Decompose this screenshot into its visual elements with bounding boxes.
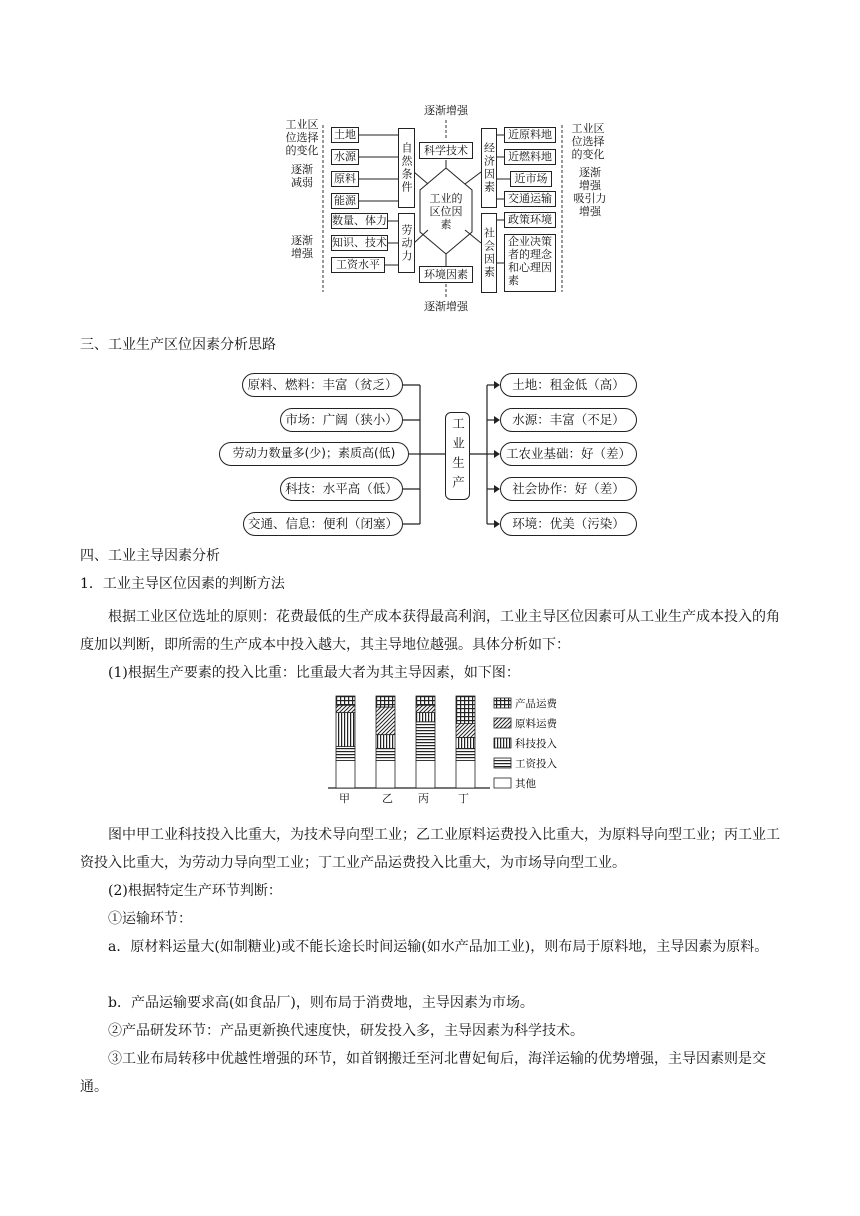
social-label: 社会因素 (481, 213, 497, 293)
left-weaken-label: 逐渐 减弱 (291, 163, 313, 189)
paragraph-principle: 根据工业区位选址的原则：花费最低的生产成本获得最高利润，工业主导区位因素可从工业生产成本投入的角度加以判断，即所需的生产成本中投入越大，其主导地位越强。具体分析如下： (80, 609, 780, 653)
center-industrial-production: 工业生产 (445, 412, 470, 500)
bar-3-segment-4 (456, 696, 475, 724)
legend-label-1: 原料运费 (515, 718, 557, 730)
right-change-title: 工业区 位选择 的变化 (571, 122, 605, 161)
bar-1-segment-0 (376, 760, 395, 788)
paragraph-raw-material: a．原材料运量大(如制糖业)或不能长途长时间运输(如水产品加工业)，则布局于原料地，主导因素为原料。 (108, 939, 769, 955)
natural-item-water: 水源 (331, 149, 359, 165)
chart-xtick-3: 丁 (458, 792, 469, 805)
legend-swatch-1 (494, 718, 511, 728)
paragraph-rnd-stage: ②产品研发环节：产品更新换代速度快，研发投入多，主导因素为科学技术。 (108, 1023, 584, 1039)
natural-item-raw: 原料 (331, 171, 359, 187)
left-factor-transport: 交通、信息：便利（闭塞） (243, 512, 403, 536)
bar-3-segment-3 (456, 724, 475, 738)
right-factor-cooperation: 社会协作：好（差） (500, 477, 637, 501)
left-factor-market: 市场：广阔（狭小） (280, 408, 403, 432)
bar-0-segment-2 (336, 713, 355, 747)
legend-label-0: 产品运费 (515, 698, 557, 710)
bar-0-segment-4 (336, 696, 355, 705)
bar-0-segment-0 (336, 760, 355, 788)
paragraph-chart-explanation: 图中甲工业科技投入比重大，为技术导向型工业；乙工业原料运费投入比重大，为原料导向型工业；丙工业工资投入比重大，为劳动力导向型工业；丁工业产品运费投入比重大，为市场导向型工业。 (80, 827, 780, 871)
legend-swatch-2 (494, 738, 511, 748)
labor-item-wage: 工资水平 (331, 257, 385, 273)
legend-swatch-3 (494, 758, 511, 768)
right-factor-water: 水源：丰富（不足） (500, 408, 637, 432)
bar-2-segment-1 (416, 722, 435, 761)
economic-item-transport: 交通运输 (504, 191, 556, 207)
bar-1-segment-1 (376, 748, 395, 760)
natural-item-energy: 能源 (331, 193, 359, 209)
industrial-production-factors-diagram (0, 360, 860, 540)
social-item-policy: 政策环境 (504, 212, 556, 228)
bar-1-segment-3 (376, 707, 395, 735)
top-increase-label: 逐渐增强 (424, 104, 468, 117)
cost-structure-chart (320, 688, 560, 806)
economic-label: 经济因素 (481, 128, 497, 208)
right-factor-land: 土地：租金低（高） (500, 373, 637, 397)
paragraph-transport-stage: ①运输环节： (108, 911, 192, 927)
right-factor-environment: 环境：优美（污染） (500, 512, 637, 536)
legend-label-4: 其他 (515, 778, 536, 790)
bar-2-segment-4 (416, 696, 435, 705)
bottom-increase-label: 逐渐增强 (424, 300, 468, 313)
legend-swatch-4 (494, 778, 511, 788)
paragraph-product-transport: b．产品运输要求高(如食品厂)，则布局于消费地，主导因素为市场。 (108, 995, 534, 1011)
bar-1-segment-2 (376, 735, 395, 749)
legend-swatch-0 (494, 698, 511, 708)
section3-title: 三、工业生产区位因素分析思路 (80, 337, 276, 353)
bar-3-segment-2 (456, 737, 475, 748)
labor-label: 劳动力 (398, 213, 415, 273)
left-strengthen-label: 逐渐 增强 (291, 234, 313, 260)
environment-box: 环境因素 (419, 266, 473, 283)
chart-xtick-0: 甲 (339, 792, 350, 805)
bar-0-segment-3 (336, 705, 355, 712)
legend-label-3: 工资投入 (515, 758, 557, 770)
section4-title: 四、工业主导因素分析 (80, 548, 220, 564)
bar-0-segment-1 (336, 747, 355, 761)
right-strengthen-label: 逐渐 增强 吸引力 增强 (573, 166, 607, 218)
bar-3-segment-1 (456, 748, 475, 760)
paragraph-relocation: ③工业布局转移中优越性增强的环节，如首钢搬迁至河北曹妃甸后，海洋运输的优势增强，主导因素则是交通。 (80, 1051, 766, 1095)
natural-conditions-label: 自然条件 (398, 128, 415, 208)
industrial-location-diagram (0, 0, 860, 320)
left-factor-raw-fuel: 原料、燃料：丰富（贫乏） (242, 373, 403, 397)
diagram2-lines (0, 360, 860, 540)
economic-item-fuel: 近燃料地 (504, 149, 556, 165)
center-factor-label: 工业的 区位因 素 (429, 192, 463, 231)
social-item-decision: 企业决策 者的理念 和心理因 素 (504, 234, 556, 292)
left-factor-tech: 科技：水平高（低） (280, 477, 403, 501)
left-factor-labor: 劳动力数量多(少)；素质高(低) (219, 442, 409, 466)
economic-item-raw: 近原料地 (504, 127, 556, 143)
bar-1-segment-4 (376, 696, 395, 707)
right-factor-industrial-base: 工农业基础：好（差） (500, 442, 637, 466)
science-box: 科学技术 (419, 142, 473, 159)
left-change-title: 工业区 位选择 的变化 (285, 118, 319, 157)
paragraph-specific-stage: (2)根据特定生产环节判断： (108, 883, 282, 899)
bar-2-segment-0 (416, 760, 435, 788)
legend-label-2: 科技投入 (515, 738, 557, 750)
labor-item-knowledge: 知识、技术 (332, 236, 387, 249)
natural-item-land: 土地 (331, 127, 359, 143)
labor-item-quantity: 数量、体力 (332, 214, 387, 227)
bar-2-segment-2 (416, 713, 435, 722)
bar-2-segment-3 (416, 705, 435, 712)
chart-xtick-1: 乙 (382, 792, 393, 805)
economic-item-market: 近市场 (510, 171, 552, 187)
chart-xtick-2: 丙 (418, 792, 429, 805)
subsection1-title: 1．工业主导区位因素的判断方法 (80, 576, 285, 592)
bar-3-segment-0 (456, 760, 475, 788)
paragraph-input-ratio: (1)根据生产要素的投入比重：比重最大者为其主导因素，如下图： (108, 665, 520, 681)
